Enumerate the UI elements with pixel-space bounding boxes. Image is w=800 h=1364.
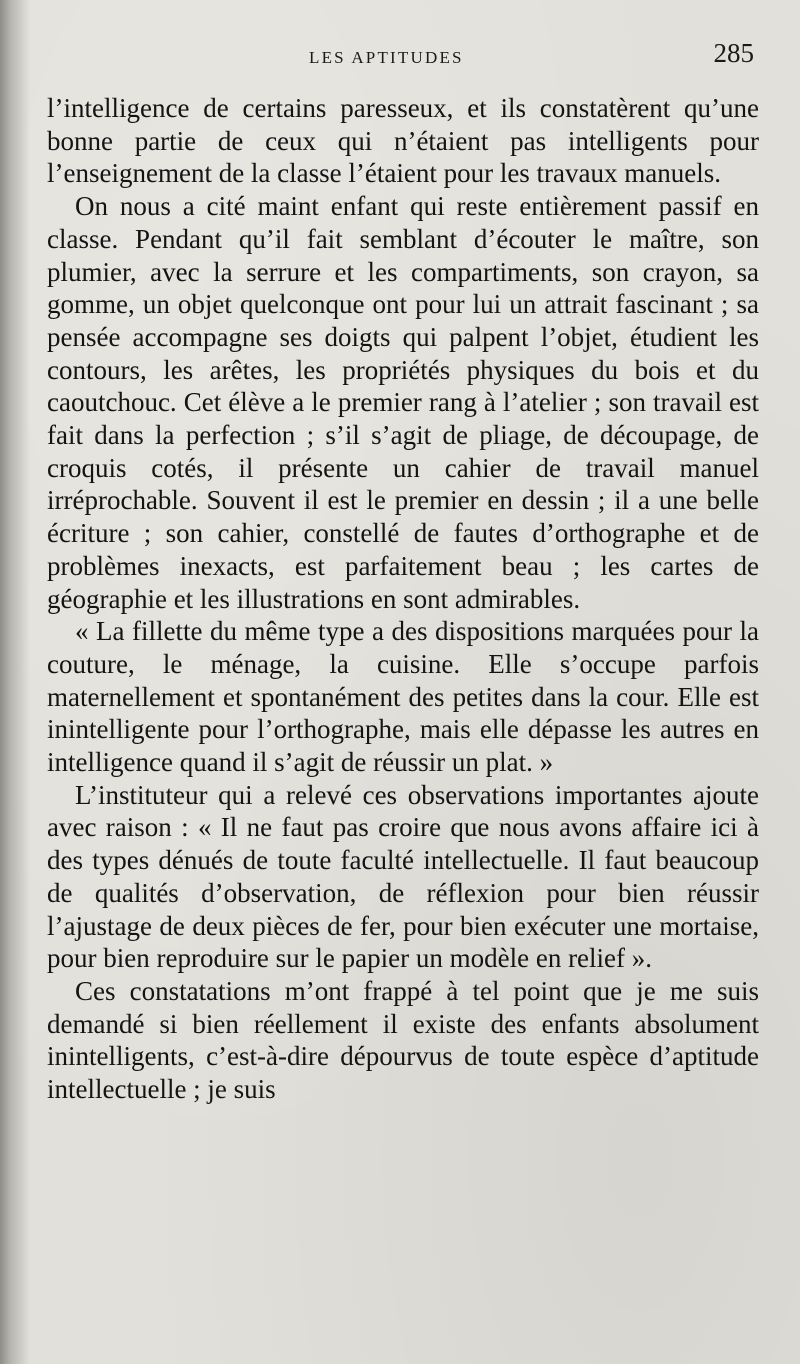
paragraph: L’instituteur qui a relevé ces observations importantes ajoute avec raison : « Il ne faut pas croire que nous avons affaire ici à des types dénués de toute faculté intellectuelle. Il faut beaucoup de qualités d’observation, de réflexion pour bien réussir l’ajustage de deux pièces de fer, pour bien exécuter une mortaise, pour bien reproduire sur le papier un modèle en relief ». <box>47 779 759 974</box>
page-number: 285 <box>713 38 754 68</box>
body-text <box>47 92 759 1106</box>
paragraph: Ces constatations m’ont frappé à tel point que je me suis demandé si bien réellement il existe des enfants absolument inintelligents, c’est-à-dire dépourvus de toute espèce d’aptitude intellectuelle ; je suis <box>47 975 759 1105</box>
page-gutter-shadow <box>0 0 30 1364</box>
paragraph-quotation: « La fillette du même type a des dispositions marquées pour la couture, le ménage, la cuisine. Elle s’occupe parfois maternellement et spontanément des petites dans la cour. Elle est inintelligente pour l’orthographe, mais elle dépasse les autres en intelligence quand il s’agit de réussir un plat. » <box>47 616 759 778</box>
running-title: LES APTITUDES <box>309 48 464 67</box>
paragraph-continued: l’intelligence de certains paresseux, et ils constatèrent qu’une bonne partie de ceux qui n’étaient pas intelligents pour l’enseignement de la classe l’étaient pour les travaux manuels. <box>47 93 759 189</box>
paragraph: On nous a cité maint enfant qui reste entièrement passif en classe. Pendant qu’il fait semblant d’écouter le maître, son plumier, avec la serrure et les compartiments, son crayon, sa gomme, un objet quelconque ont pour lui un attrait fascinant ; sa pensée accompagne ses doigts qui palpent l’objet, étudient les contours, les arêtes, les propriétés physiques du bois et du caoutchouc. Cet élève a le premier rang à l’atelier ; son travail est fait dans la perfection ; s’il s’agit de pliage, de découpage, de croquis cotés, il présente un cahier de travail manuel irréprochable. Souvent il est le premier en dessin ; il a une belle écriture ; son cahier, constellé de fautes d’orthographe et de problèmes inexacts, est parfaitement beau ; les cartes de géographie et les illustrations en sont admirables. <box>47 191 759 614</box>
running-header <box>0 38 800 78</box>
